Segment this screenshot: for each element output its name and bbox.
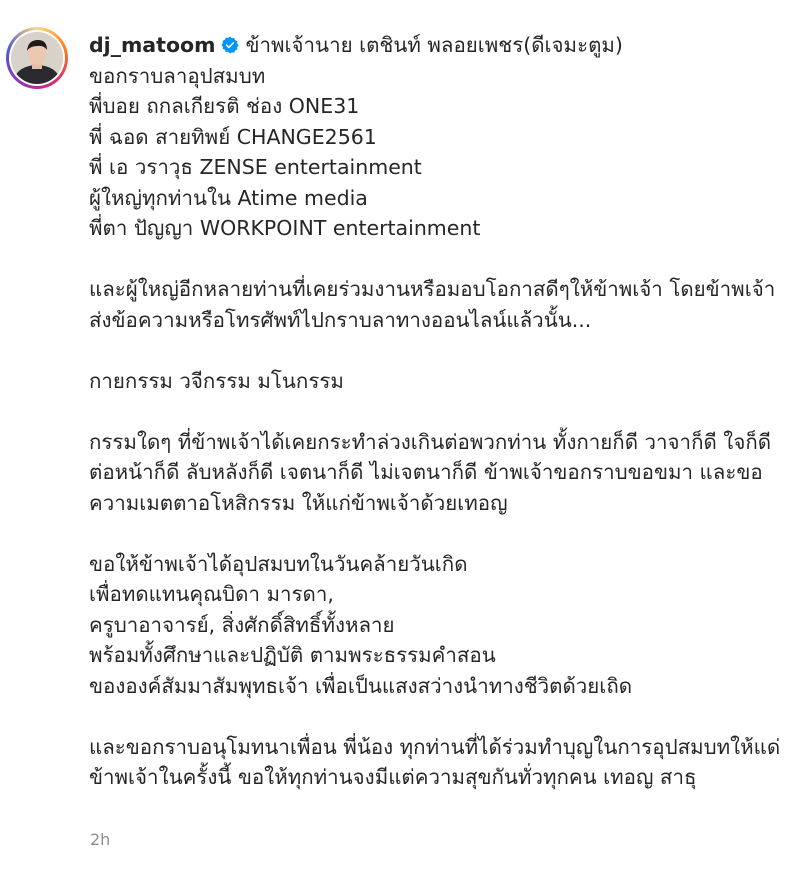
- username-link[interactable]: dj_matoom: [89, 33, 216, 57]
- caption-body: ขอกราบลาอุปสมบท พี่บอย ถกลเกียรติ ช่อง ONE31 พี่ ฉอด สายทิพย์ CHANGE2561 พี่ เอ วราวุธ ZENSE entertainment ผู้ใหญ่ทุกท่านใน Atime media พี่ตา ปัญญา WORKPOINT entertainment และผู้ใหญ่อีกหลายท่านที่เคยร่วมงานหรือมอบโอกาสดีๆให้ข้าพเจ้า โดยข้าพเจ้าส่งข้อความหรือโทรศัพท์ไปกราบลาทางออนไลน์แล้วนั้น... กายกรรม วจีกรรม มโนกรรม กรรมใดๆ ที่ข้าพเจ้าได้เคยกระทำล่วงเกินต่อพวกท่าน ทั้งกายก็ดี วาจาก็ดี ใจก็ดี ต่อหน้าก็ดี ลับหลังก็ดี เจตนาก็ดี ไม่เจตนาก็ดี ข้าพเจ้าขอกราบขอขมา และขอความเมตตาอโหสิกรรม ให้แก่ข้าพเจ้าด้วยเทอญ ขอให้ข้าพเจ้าได้อุปสมบทในวันคล้ายวันเกิด เพื่อทดแทนคุณบิดา มารดา, ครูบาอาจารย์, สิ่งศักดิ์สิทธิ์ทั้งหลาย พร้อมทั้งศึกษาและปฏิบัติ ตามพระธรรมคำสอน ขององค์สัมมาสัมพุทธเจ้า เพื่อเป็นแสงสว่างนำทางชีวิตด้วยเถิด และขอกราบอนุโมทนาเพื่อน พี่น้อง ทุกท่านที่ได้ร่วมทำบุญในการอุปสมบทให้แด่ข้าพเจ้าในครั้งนี้ ขอให้ทุกท่านจงมีแต่ความสุขกันทั่วทุกคน เทอญ สาธุ: [89, 63, 781, 789]
- verified-badge-icon: [221, 36, 239, 54]
- post-timestamp[interactable]: 2h: [90, 830, 111, 849]
- person-silhouette-icon: [11, 32, 63, 84]
- profile-photo: [11, 32, 63, 84]
- display-name: ข้าพเจ้านาย เตชินท์ พลอยเพชร(ดีเจมะตูม): [245, 33, 623, 57]
- avatar[interactable]: [6, 27, 68, 89]
- caption-text-block: [89, 30, 794, 793]
